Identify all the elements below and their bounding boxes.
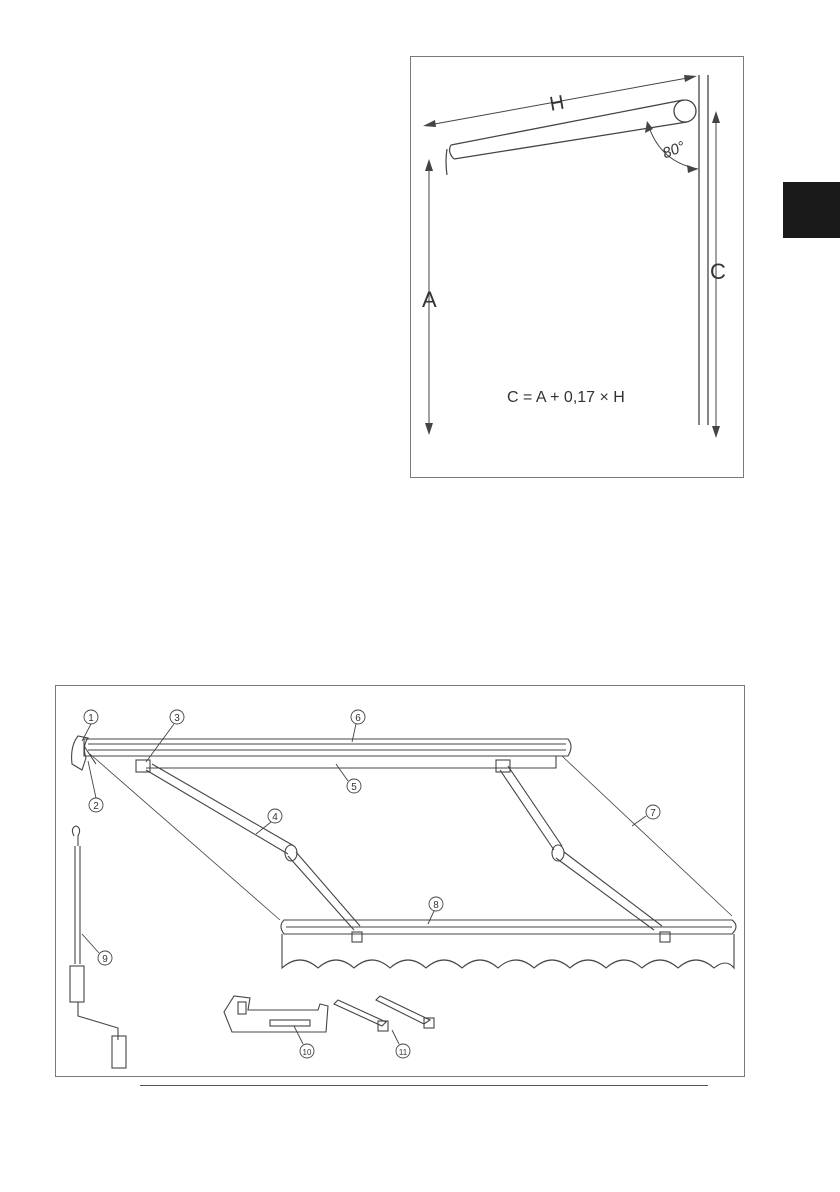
- callout-5: 5: [351, 782, 357, 793]
- callout-4: 4: [272, 812, 278, 823]
- arrow-head: [425, 423, 433, 435]
- callout-3: 3: [174, 713, 180, 724]
- awning-parts-diagram: [55, 685, 745, 1077]
- leader-line: [294, 1026, 303, 1044]
- wall-bracket-slot: [238, 1002, 246, 1014]
- arrow-head: [425, 159, 433, 171]
- angle-diagram-svg: [411, 57, 743, 477]
- leader-line: [336, 764, 348, 781]
- fabric-edge: [562, 756, 732, 916]
- right-arm-elbow: [552, 845, 564, 861]
- installation-angle-diagram: [410, 56, 744, 478]
- left-arm-lower: [288, 852, 360, 930]
- shoulder-bracket: [136, 760, 150, 772]
- shoulder-bracket: [496, 760, 510, 772]
- leader-line: [632, 816, 646, 826]
- callout-1: 1: [88, 713, 94, 724]
- fabric-edge: [90, 754, 280, 920]
- callout-9: 9: [102, 954, 108, 965]
- screw-head: [378, 1021, 388, 1031]
- crank-knob: [112, 1036, 126, 1068]
- callout-10: 10: [302, 1048, 312, 1057]
- leader-line: [428, 911, 434, 924]
- roller-tube: [674, 100, 696, 122]
- crank-hook: [72, 826, 79, 846]
- callout-7: 7: [650, 808, 656, 819]
- parts-diagram-svg: [56, 686, 744, 1076]
- front-bar: [446, 145, 454, 175]
- bracket-left: [84, 746, 96, 764]
- callout-8: 8: [433, 900, 439, 911]
- left-arm-upper: [146, 764, 294, 854]
- callout-2: 2: [93, 801, 99, 812]
- awning-arm: [451, 100, 683, 145]
- leader-line: [82, 934, 99, 953]
- arrow-head: [423, 120, 436, 127]
- label-a: A: [422, 287, 437, 312]
- leader-line: [88, 761, 96, 798]
- section-tab-marker: [783, 182, 840, 238]
- arrow-head: [712, 111, 720, 123]
- crank-arm: [78, 1002, 118, 1040]
- right-arm-lower: [556, 852, 662, 930]
- leader-line: [392, 1030, 399, 1044]
- crank-grip: [70, 966, 84, 1002]
- wall-bracket-slot: [270, 1020, 310, 1026]
- formula-text: C = A + 0,17 × H: [507, 389, 625, 406]
- footer-rule: [140, 1085, 708, 1086]
- label-c: C: [710, 259, 726, 284]
- callout-6: 6: [355, 713, 361, 724]
- square-bar: [92, 756, 556, 768]
- valance: [282, 934, 734, 968]
- label-angle: 80°: [660, 138, 688, 163]
- arrow-head: [687, 165, 698, 173]
- leader-line: [256, 822, 271, 834]
- arrow-head: [712, 426, 720, 438]
- end-cap-left: [72, 736, 88, 770]
- screw-anchor: [376, 996, 430, 1024]
- right-arm-upper: [500, 766, 562, 850]
- label-h: H: [547, 91, 566, 116]
- awning-arm: [454, 122, 687, 159]
- arrow-head: [684, 75, 697, 82]
- callout-11: 11: [398, 1048, 408, 1057]
